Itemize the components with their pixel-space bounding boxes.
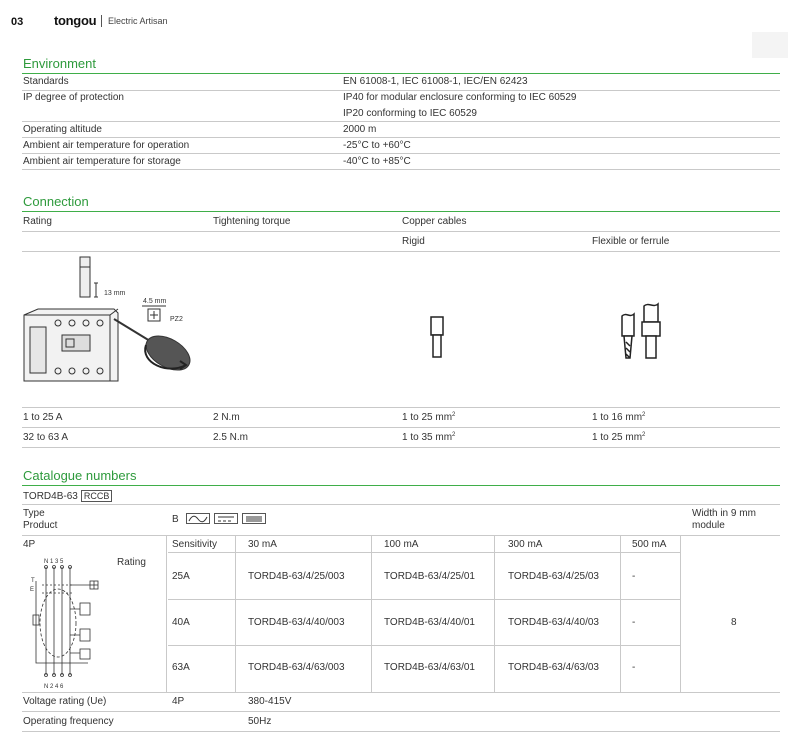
ac-wave-symbol xyxy=(186,513,210,524)
strip-length-label: 13 mm xyxy=(104,290,126,297)
cat-40-100: TORD4B-63/4/40/01 xyxy=(384,617,475,628)
cat-25-500: - xyxy=(632,571,636,582)
env-label-altitude: Operating altitude xyxy=(23,124,102,135)
header-divider xyxy=(101,15,102,27)
env-value-standards: EN 61008-1, IEC 61008-1, IEC/EN 62423 xyxy=(343,76,528,87)
wiring-bottom-label: N 2 4 6 xyxy=(44,684,64,690)
wiring-e-label: E xyxy=(30,587,35,593)
sens-300: 300 mA xyxy=(508,539,543,550)
width-value: 8 xyxy=(731,617,737,628)
poles-label: 4P xyxy=(23,539,36,550)
row-divider xyxy=(22,427,780,428)
cat-25-30: TORD4B-63/4/25/003 xyxy=(248,571,345,582)
row-divider xyxy=(22,121,780,122)
conn-torque-1: 2 N.m xyxy=(213,412,240,423)
col-divider xyxy=(166,536,167,692)
row-divider xyxy=(22,407,780,408)
conn-rigid-1: 1 to 25 $mm^2$ xyxy=(402,412,456,423)
col-divider xyxy=(235,536,236,692)
frequency-value: 50Hz xyxy=(248,716,272,727)
wiring-diagram-icon xyxy=(28,563,106,681)
conn-header-rigid: Rigid xyxy=(402,236,425,247)
conn-flexible-2: 1 to 25 $mm^2$ xyxy=(592,432,646,443)
env-value-ip40: IP40 for modular enclosure conforming to IEC 60529 xyxy=(343,92,577,103)
cat-63-100: TORD4B-63/4/63/01 xyxy=(384,662,475,673)
row-divider xyxy=(22,169,780,170)
conn-flexible-1: 1 to 16 $mm^2$ xyxy=(592,412,646,423)
type-letter: B xyxy=(172,514,179,525)
row-divider xyxy=(22,711,780,712)
sens-500: 500 mA xyxy=(632,539,667,550)
conn-rigid-2: 1 to 35 $mm^2$ xyxy=(402,432,456,443)
width-label-1: Width in 9 mm xyxy=(692,508,756,519)
row-divider xyxy=(168,599,680,600)
env-label-ip: IP degree of protection xyxy=(23,92,124,103)
col-divider xyxy=(371,536,372,692)
row-rating-63: 63A xyxy=(172,662,190,673)
wiring-t-label: T xyxy=(31,578,35,584)
corner-tab xyxy=(752,32,788,58)
connection-rule xyxy=(22,211,780,212)
env-value-altitude: 2000 m xyxy=(343,124,377,135)
cat-25-300: TORD4B-63/4/25/03 xyxy=(508,571,599,582)
cat-40-500: - xyxy=(632,617,636,628)
conn-header-copper: Copper cables xyxy=(402,216,467,227)
env-label-op-temp: Ambient air temperature for operation xyxy=(23,140,190,151)
connection-title: Connection xyxy=(23,194,89,209)
conn-rating-2: 32 to 63 A xyxy=(23,432,69,443)
row-divider xyxy=(22,535,780,536)
frequency-label: Operating frequency xyxy=(23,716,114,727)
col-divider xyxy=(620,536,621,692)
row-rating-25: 25A xyxy=(172,571,190,582)
row-divider xyxy=(22,504,780,505)
col-divider xyxy=(680,536,681,692)
page-number: 03 xyxy=(11,16,24,28)
row-divider xyxy=(22,731,780,732)
row-divider xyxy=(168,645,680,646)
cat-40-300: TORD4B-63/4/40/03 xyxy=(508,617,599,628)
conn-header-rating: Rating xyxy=(23,216,52,227)
row-divider xyxy=(22,692,780,693)
row-divider xyxy=(22,153,780,154)
cat-25-100: TORD4B-63/4/25/01 xyxy=(384,571,475,582)
rigid-cable-icon xyxy=(430,316,444,360)
screw-size-label: 4.5 mm xyxy=(143,298,167,305)
col-divider xyxy=(494,536,495,692)
env-value-op-temp: -25°C to +60°C xyxy=(343,140,411,151)
pulse-symbol xyxy=(242,513,266,524)
conn-rating-1: 1 to 25 A xyxy=(23,412,63,423)
conn-header-flexible: Flexible or ferrule xyxy=(592,236,670,247)
row-rating-40: 40A xyxy=(172,617,190,628)
cat-40-30: TORD4B-63/4/40/003 xyxy=(248,617,345,628)
brand-tagline: Electric Artisan xyxy=(108,16,168,26)
sensitivity-header: Sensitivity xyxy=(172,539,218,550)
voltage-poles: 4P xyxy=(172,696,185,707)
conn-header-torque: Tightening torque xyxy=(213,216,291,227)
environment-rule xyxy=(22,73,780,74)
brand-logo: tongou xyxy=(54,13,97,28)
env-label-storage-temp: Ambient air temperature for storage xyxy=(23,156,181,167)
row-divider xyxy=(22,231,780,232)
env-value-ip20: IP20 conforming to IEC 60529 xyxy=(343,108,477,119)
screwdriver-label: PZ2 xyxy=(170,316,183,323)
catalogue-rule xyxy=(22,485,780,486)
page-header xyxy=(0,0,790,44)
voltage-label: Voltage rating (Ue) xyxy=(23,696,107,707)
sens-100: 100 mA xyxy=(384,539,419,550)
cat-63-300: TORD4B-63/4/63/03 xyxy=(508,662,599,673)
env-value-storage-temp: -40°C to +85°C xyxy=(343,156,411,167)
row-divider xyxy=(22,251,780,252)
row-divider xyxy=(22,137,780,138)
row-divider xyxy=(168,552,680,553)
width-label-2: module xyxy=(692,520,725,531)
row-divider xyxy=(22,447,780,448)
product-label: Product xyxy=(23,520,58,531)
rating-label: Rating xyxy=(117,557,146,568)
catalogue-model: TORD4B-63 RCCB xyxy=(23,490,112,503)
catalogue-title: Catalogue numbers xyxy=(23,468,137,483)
env-label-standards: Standards xyxy=(23,76,69,87)
voltage-value: 380-415V xyxy=(248,696,292,707)
cat-63-30: TORD4B-63/4/63/003 xyxy=(248,662,345,673)
dc-symbol xyxy=(214,513,238,524)
environment-title: Environment xyxy=(23,56,96,71)
sens-30: 30 mA xyxy=(248,539,277,550)
wiring-top-label: N 1 3 5 xyxy=(44,559,64,565)
breaker-wiring-illustration xyxy=(18,253,198,403)
conn-torque-2: 2.5 N.m xyxy=(213,432,249,443)
rccb-badge: RCCB xyxy=(81,490,113,502)
type-label: Type xyxy=(23,508,45,519)
cat-63-500: - xyxy=(632,662,636,673)
flexible-cable-icon xyxy=(614,302,664,362)
row-divider xyxy=(22,90,780,91)
